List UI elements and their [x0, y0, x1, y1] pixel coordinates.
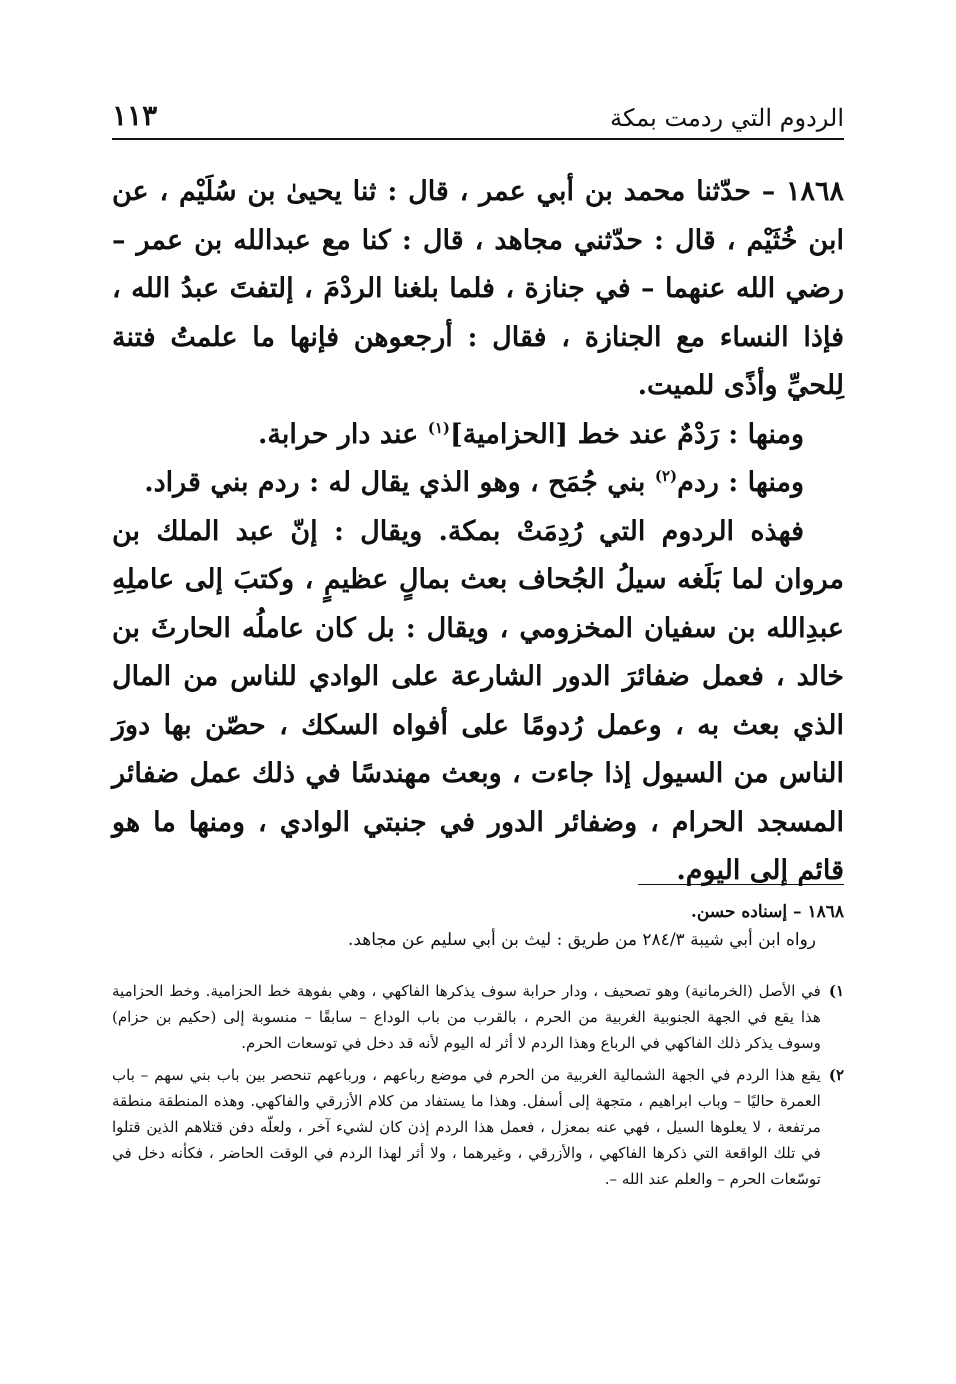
- note-heading: ١٨٦٨ – إسناده حسن.: [690, 902, 844, 922]
- footnote-number: ٢): [828, 1066, 844, 1084]
- paragraph-bani-jumah: [112, 459, 844, 508]
- footnote-ref-2: (٢): [654, 467, 678, 485]
- notes-section: [112, 898, 844, 1198]
- paragraph-hazamiya-end: عند دار حرابة.: [258, 418, 428, 450]
- running-title: الردوم التي ردمت بمكة: [610, 104, 844, 132]
- main-text: [112, 168, 844, 896]
- paragraph-bani-jumah-text: ومنها : ردم: [677, 467, 804, 498]
- page-number: ١١٣: [112, 99, 158, 132]
- paragraph-hazamiya: [112, 411, 844, 460]
- running-header: [112, 92, 844, 140]
- footnote-text: في الأصل (الخرمانية) وهو تصحيف ، ودار حرابة سوف يذكرها الفاكهي ، وهي بفوهة خط الحزامية. وخط الحزامية هذا يقع في الجهة الجنوبية الغربية من الحرم ، بالقرب من باب الوداع – سابقًا – منسوبة إلى (حكيم بن حزام) وسوف يذكر ذلك الفاكهي في الرباع وهذا الردم لا أثر له اليوم لأنه قد دخل في توسعات الحرم.: [112, 982, 821, 1052]
- footnote-item: [112, 978, 844, 1056]
- footnote-text: يقع هذا الردم في الجهة الشمالية الغربية من الحرم في موضع رباعهم ، ورباعهم تنحصر بين باب بني سهم – باب العمرة حاليًا – وباب ابراهيم ، متجهة إلى أسفل. وهذا ما يستفاد من كلام الأزرقي والفاكهي. وهذه المنطقة منطقة مرتفعة ، لا يعلوها السيل ، فهي عنه بمعزل ، فعمل هذا الردم إذن كان لشيء آخر ، ولعلّه دفن قتلاهم الذين قتلوا في تلك الواقعة التي ذكرها الفاكهي ، والأزرقي ، وغيرهما ، ولا أثر لهذا الردم في الوقت الحاضر ، فكأنه دخل في توسّعات الحرم – والعلم عند الله –.: [112, 1066, 821, 1188]
- footnote-ref-1: (١): [427, 418, 450, 437]
- hadith-paragraph: ١٨٦٨ – حدّثنا محمد بن أبي عمر ، قال : ثنا يحيىٰ بن سُلَيْم ، عن ابن خُثَيْم ، قال : حدّثني مجاهد ، قال : كنا مع عبدالله بن عمر – رضي الله عنهما – في جنازة ، فلما بلغنا الردْمَ ، إلتفتَ عبدُ الله ، فإذا النساء مع الجنازة ، فقال : أرجعوهن فإنها ما علمتُ فتنة لِلحيِّ وأذًى للميت.: [112, 176, 844, 401]
- paragraph-bani-jumah-end: بني جُمَح ، وهو الذي يقال له : ردم بني قراد.: [144, 467, 655, 498]
- paragraph-hazamiya-text: ومنها : رَدْمٌ عند خط [الحزامية]: [449, 418, 804, 450]
- paragraph-summary: فهذه الردوم التي رُدِمَتْ بمكة. ويقال : إنّ عبد الملك بن مروان لما بَلَغه سيلُ الجُحاف بعث بمالٍ عظيمٍ ، وكتبَ إلى عاملِهِ عبدِالله بن سفيان المخزومي ، ويقال : بل كان عاملُه الحارثَ بن خالد ، فعمل ضفائرَ الدور الشارعة على الوادي للناس من المال الذي بعث به ، وعمل رُدومًا على أفواه السكك ، حصّن بها دورَ الناس من السيول إذا جاءت ، وبعث مهندسًا في ذلك عمل ضفائر المسجد الحرام ، وضفائر الدور في جنبتي الوادي ، ومنها ما هو قائم إلى اليوم.: [112, 515, 844, 886]
- footnote-separator: [638, 884, 844, 885]
- footnotes: [112, 978, 844, 1192]
- note-line: رواه ابن أبي شيبة ٢٨٤/٣ من طريق : ليث بن أبي سليم عن مجاهد.: [347, 930, 816, 950]
- footnote-number: ١): [828, 982, 844, 1000]
- footnote-item: [112, 1062, 844, 1192]
